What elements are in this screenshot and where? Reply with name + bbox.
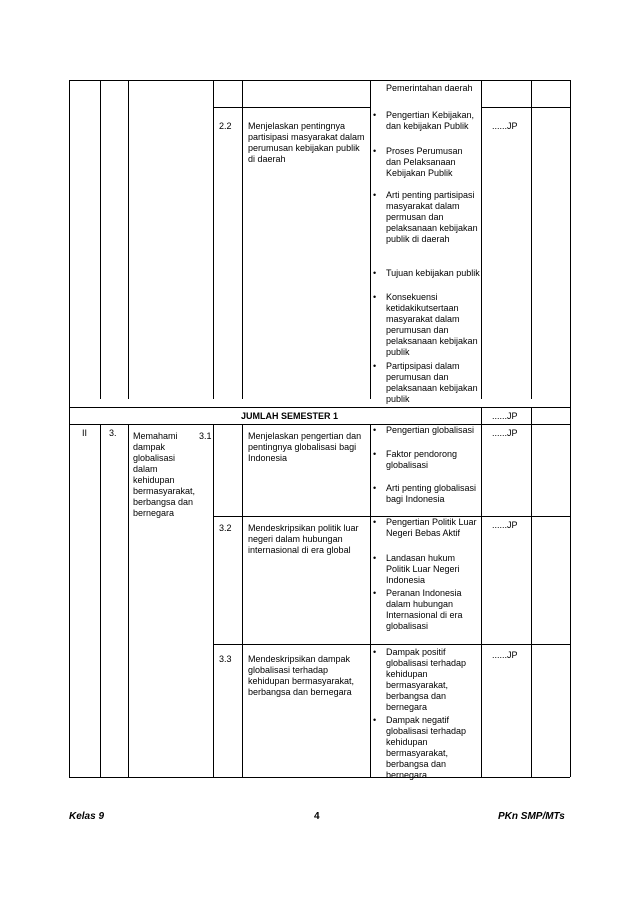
semester-total-jp: ......JP — [492, 411, 518, 421]
bullet-icon: • — [373, 449, 377, 459]
bullet-icon: • — [373, 588, 377, 598]
semester-total-label: JUMLAH SEMESTER 1 — [241, 411, 339, 421]
list-item: Tujuan kebijakan publik — [386, 268, 480, 278]
semester-number: II — [82, 428, 88, 438]
sd-description: Mendeskripsikan politik luar negeri dalam hubungan internasional di era global — [248, 523, 359, 555]
jp-value: ......JP — [492, 428, 518, 438]
list-item: Dampak negatif globalisasi terhadap kehidupan bermasyarakat, berbangsa dan bernegara — [386, 715, 467, 780]
bullet-icon: • — [373, 110, 377, 120]
list-item: Faktor pendorong globalisasi — [386, 449, 458, 470]
bullet-icon: • — [373, 517, 377, 527]
list-item: Arti penting partisipasi masyarakat dalam permusan dan pelaksanaan kebijakan publik di daerah — [386, 190, 478, 244]
jp-value: ......JP — [492, 121, 518, 131]
bullet-icon: • — [373, 425, 377, 435]
jp-value: ......JP — [492, 650, 518, 660]
materi-top-text: Pemerintahan daerah — [386, 83, 473, 93]
page-number: 4 — [314, 811, 320, 822]
list-item: Partipsipasi dalam perumusan dan pelaksanaan kebijakan publik — [386, 361, 478, 404]
bullet-icon: • — [373, 146, 377, 156]
bullet-icon: • — [373, 292, 377, 302]
sd-description: Mendeskripsikan dampak globalisasi terhadap kehidupan bermasyarakat, berbangsa dan bernegara — [248, 654, 355, 697]
footer-class-label: Kelas 9 — [69, 811, 105, 822]
sd-description: Menjelaskan pentingnya partisipasi masyarakat dalam perumusan kebijakan publik di daerah — [248, 121, 365, 164]
bullet-icon: • — [373, 190, 377, 200]
list-item: Arti penting globalisasi bagi Indonesia — [386, 483, 477, 504]
bullet-icon: • — [373, 268, 377, 278]
sd-number: 3.1 — [199, 431, 212, 441]
bullet-icon: • — [373, 553, 377, 563]
list-item: Peranan Indonesia dalam hubungan Internasional di era globalisasi — [386, 588, 463, 631]
sk-description: Memahami dampak globalisasi dalam kehidupan bermasyarakat, berbangsa dan bernegara — [133, 431, 196, 518]
list-item: Konsekuensi ketidakikutsertaan masyarakat dalam perumusan dan pelaksanaan kebijakan publik — [386, 292, 478, 357]
list-item: Dampak positif globalisasi terhadap kehidupan bermasyarakat, berbangsa dan bernegara — [386, 647, 467, 712]
list-item: Landasan hukum Politik Luar Negeri Indonesia — [386, 553, 460, 585]
bullet-icon: • — [373, 715, 377, 725]
sd-number: 3.2 — [219, 523, 232, 533]
bullet-icon: • — [373, 647, 377, 657]
jp-value: ......JP — [492, 520, 518, 530]
bullet-icon: • — [373, 483, 377, 493]
sd-description: Menjelaskan pengertian dan pentingnya globalisasi bagi Indonesia — [248, 431, 362, 463]
sd-number: 3.3 — [219, 654, 232, 664]
list-item: Proses Perumusan dan Pelaksanaan Kebijakan Publik — [386, 146, 463, 178]
sk-number: 3. — [109, 428, 117, 438]
footer-subject-label: PKn SMP/MTs — [498, 811, 565, 822]
list-item: Pengertian globalisasi — [386, 425, 475, 435]
list-item: Pengertian Politik Luar Negeri Bebas Aktif — [386, 517, 477, 538]
bullet-icon: • — [373, 361, 377, 371]
list-item: Pengertian Kebijakan, dan kebijakan Publik — [386, 110, 475, 131]
sd-number: 2.2 — [219, 121, 232, 131]
